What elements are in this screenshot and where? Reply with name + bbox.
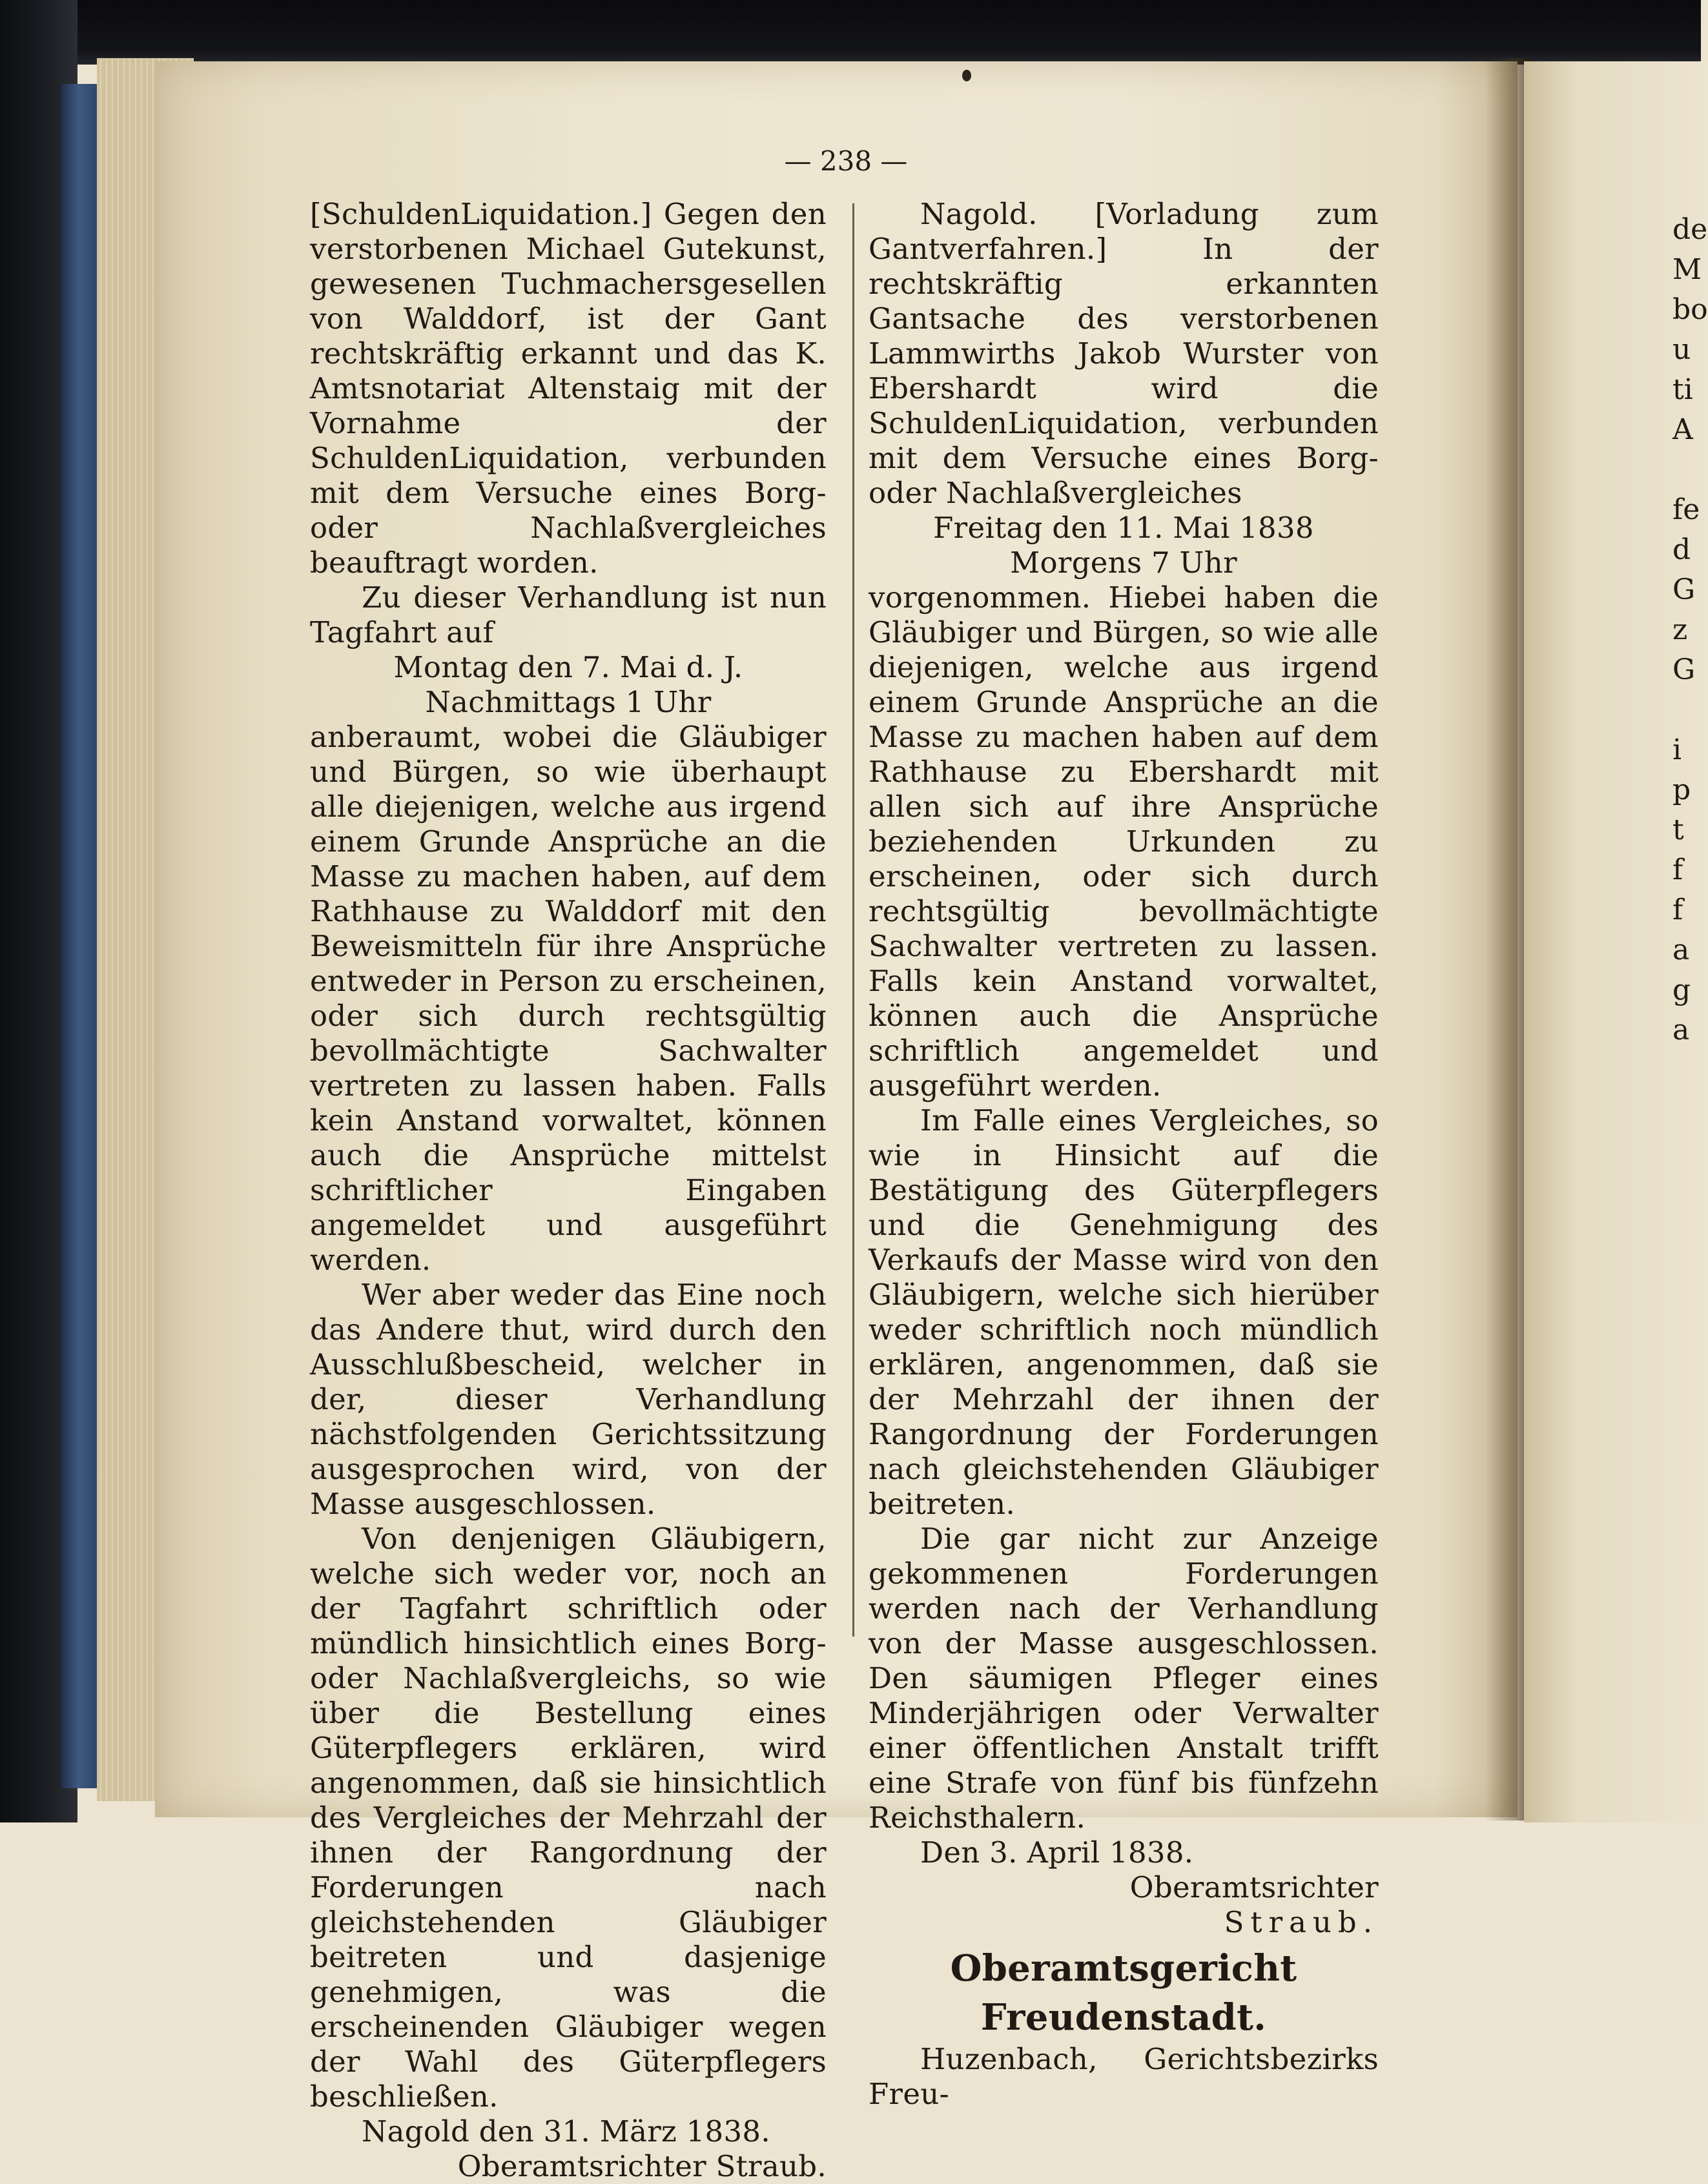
fragment: i — [1672, 733, 1682, 766]
next-page-text-fragments — [1672, 210, 1708, 1050]
fragment: fe — [1672, 493, 1700, 526]
notice-paragraph: Die gar nicht zur Anzeige gekommenen Forderungen werden nach der Verhandlung von der Masse ausgeschlossen. Den säumigen Pfleger eines Minderjährigen oder Verwalter einer öffentlichen Anstalt trifft eine Strafe von fünf bis fünfzehn Reichsthalern. — [869, 1522, 1379, 1835]
fragment: ti — [1672, 373, 1693, 406]
notice-paragraph: vorgenommen. Hiebei haben die Gläubiger und Bürgen, so wie alle diejenigen, welche aus irgend einem Grunde Ansprüche an die Masse zu machen haben auf dem Rathhause zu Ebershardt mit allen sich auf ihre Ansprüche beziehenden Urkunden zu erscheinen, oder sich durch rechtsgültig bevollmächtigte Sachwalter vertreten zu lassen. Falls kein Anstand vorwaltet, können auch die Ansprüche schriftlich angemeldet und ausgeführt werden. — [869, 580, 1379, 1103]
fragment — [1672, 690, 1701, 730]
notice-paragraph: anberaumt, wobei die Gläubiger und Bürgen, so wie überhaupt alle diejenigen, welche aus irgend einem Grunde Ansprüche an die Masse zu machen haben, auf dem Rathhause zu Walddorf mit den Beweismitteln für ihre Ansprüche entweder in Person zu erscheinen, oder sich durch rechtsgültig bevollmächtigte Sachwalter vertreten zu lassen haben. Falls kein Anstand vorwaltet, können auch die Ansprüche mittelst schriftlicher Eingaben angemeldet und ausgeführt werden. — [310, 720, 827, 1277]
signature-title: Oberamtsrichter — [1129, 1870, 1379, 1904]
dark-background-top — [0, 0, 1701, 65]
fragment: G — [1672, 653, 1696, 686]
notice-paragraph: Im Falle eines Vergleiches, so wie in Hinsicht auf die Bestätigung des Güterpflegers und die Genehmigung des Verkaufs der Masse wird von den Gläubigern, welche sich hierüber weder schriftlich noch mündlich erklären, angenommen, daß sie der Mehrzahl der ihnen der Rangordnung der Forderungen nach gleichstehenden Gläubiger beitreten. — [869, 1103, 1379, 1521]
fragment: p — [1672, 773, 1691, 806]
fragment: f — [1672, 853, 1683, 886]
fragment: d — [1672, 533, 1691, 566]
fragment: z — [1672, 613, 1688, 646]
signature: Oberamtsrichter Straub. — [457, 2149, 827, 2183]
column-divider — [852, 203, 854, 1637]
left-column — [310, 197, 827, 2184]
fragment — [1672, 450, 1701, 490]
notice-paragraph: Von denjenigen Gläubigern, welche sich weder vor, noch an der Tagfahrt schriftlich oder mündlich hinsichtlich eines Borg- oder Nachlaßvergleichs, so wie über die Bestellung eines Güterpflegers erklären, wird angenommen, daß sie hinsichtlich des Vergleiches der Mehrzahl der ihnen der Rangordnung der Forderungen nach gleichstehenden Gläubiger beitreten und dasjenige genehmigen, was die erscheinenden Gläubiger wegen der Wahl des Güterpflegers beschließen. — [310, 1522, 827, 2114]
dateline: Nagold den 31. März 1838. — [362, 2114, 770, 2148]
hearing-time: Nachmittags 1 Uhr — [425, 685, 712, 719]
fragment: bo — [1672, 293, 1708, 326]
right-column — [869, 197, 1379, 2112]
fragment: u — [1672, 333, 1691, 366]
fragment: M — [1672, 253, 1702, 286]
fragment: A — [1672, 413, 1693, 446]
page-number: — 238 — — [784, 145, 908, 177]
fragment: de — [1672, 213, 1708, 246]
notice-paragraph: Huzenbach, Gerichtsbezirks Freu- — [869, 2042, 1379, 2111]
fragment: a — [1672, 1014, 1690, 1046]
notice-paragraph: Zu dieser Verhandlung ist nun Tagfahrt auf — [310, 580, 827, 649]
fragment: g — [1672, 974, 1691, 1006]
hearing-time: Morgens 7 Uhr — [1010, 546, 1237, 580]
book-cover-edge — [61, 84, 102, 1788]
fragment: a — [1672, 934, 1690, 966]
signature: Straub. — [1224, 1905, 1379, 1939]
fragment: G — [1672, 573, 1696, 606]
notice-paragraph: Wer aber weder das Eine noch das Andere thut, wird durch den Ausschlußbescheid, welcher in der, dieser Verhandlung nächstfolgenden Gerichtssitzung ausgesprochen wird, von der Masse ausgeschlossen. — [310, 1278, 827, 1521]
fragment: t — [1672, 813, 1684, 846]
fragment: f — [1672, 893, 1683, 926]
hearing-date: Freitag den 11. Mai 1838 — [933, 511, 1314, 545]
dateline: Den 3. April 1838. — [920, 1835, 1194, 1870]
hearing-date: Montag den 7. Mai d. J. — [393, 650, 743, 684]
notice-paragraph: [SchuldenLiquidation.] Gegen den verstorbenen Michael Gutekunst, gewesenen Tuchmachersgesellen von Walddorf, ist der Gant rechtskräftig erkannt und das K. Amtsnotariat Altenstaig mit der Vornahme der SchuldenLiquidation, verbunden mit dem Versuche eines Borg- oder Nachlaßvergleiches beauftragt worden. — [310, 197, 827, 580]
notice-paragraph: Nagold. [Vorladung zum Gantverfahren.] In der rechtskräftig erkannten Gantsache des verstorbenen Lammwirths Jakob Wurster von Ebershardt wird die SchuldenLiquidation, verbunden mit dem Versuche eines Borg- oder Nachlaßvergleiches — [869, 197, 1379, 510]
court-heading: Oberamtsgericht Freudenstadt. — [950, 1947, 1297, 2039]
binding-thread-mark — [962, 70, 971, 81]
